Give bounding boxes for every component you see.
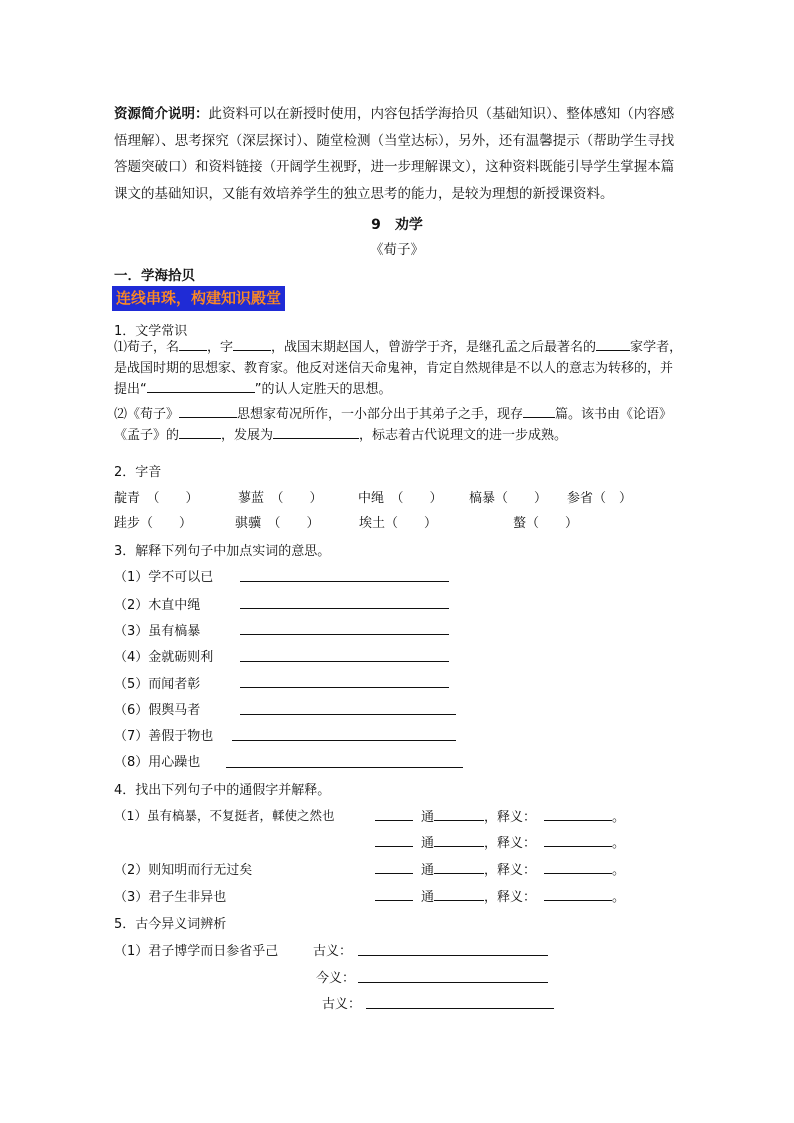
q1-p2-text-a: ⑵《荀子》 bbox=[114, 407, 180, 422]
answer-blank[interactable] bbox=[179, 338, 207, 351]
q4-answer-row bbox=[375, 832, 625, 851]
q1-p1-text-b: ，字 bbox=[207, 340, 234, 355]
tong-label: 通 bbox=[421, 863, 435, 878]
q1-p2-text-c: 篇。该书由《论语》《孟子》的 bbox=[114, 407, 673, 443]
answer-blank[interactable] bbox=[179, 405, 237, 418]
q4-answer-row bbox=[375, 806, 625, 825]
end-mark: 。 bbox=[612, 836, 626, 851]
intro-paragraph bbox=[114, 101, 682, 207]
q4-answer-row bbox=[375, 859, 625, 878]
pinyin-item: 中绳 （ ） bbox=[358, 491, 443, 506]
answer-blank[interactable] bbox=[233, 338, 271, 351]
answer-line[interactable] bbox=[226, 767, 463, 768]
shiyi-label: ，释义： bbox=[484, 810, 537, 825]
answer-blank[interactable] bbox=[147, 380, 255, 393]
answer-blank[interactable] bbox=[596, 338, 630, 351]
answer-blank[interactable] bbox=[273, 426, 359, 439]
q5-item: （1）君子博学而日参省乎己 bbox=[114, 944, 279, 959]
q1-p1-text-f: ”的认人定胜天的思想。 bbox=[254, 382, 392, 397]
q1-p1-text-e: 学者，是战国时期的思想家、教育家。他反对迷信天命鬼神，肯定自然规律是不以人的意志为转移的，并提出“ bbox=[114, 340, 683, 397]
q4-item: （2）则知明而行无过矣 bbox=[114, 863, 253, 878]
answer-blank[interactable] bbox=[434, 834, 484, 847]
answer-line[interactable] bbox=[240, 687, 449, 688]
q3-item: （4）金就砺则利 bbox=[114, 650, 214, 665]
pinyin-item: 槁暴（ ） bbox=[469, 491, 548, 506]
answer-line[interactable] bbox=[240, 634, 449, 635]
lesson-title: 9 劝学 bbox=[371, 217, 423, 233]
intro-text: 此资料可以在新授时使用，内容包括学海拾贝（基础知识）、整体感知（内容感悟理解）、思考探究（深层探讨）、随堂检测（当堂达标），另外，还有温馨提示（帮助学生寻找答题突破口）和资料链接（开阔学生视野，进一步理解课文），这种资料既能引导学生掌握本篇课文的基础知识，又能有效培养学生的独立思考的能力，是较为理想的新授课资料。 bbox=[114, 106, 675, 202]
shiyi-label: ，释义： bbox=[484, 863, 537, 878]
shiyi-label: ，释义： bbox=[484, 890, 537, 905]
tong-label: 通 bbox=[421, 890, 435, 905]
jin-yi-label: 今义： bbox=[316, 971, 356, 986]
q3-item: （1）学不可以已 bbox=[114, 570, 214, 585]
answer-line[interactable] bbox=[358, 955, 548, 956]
q3-item: （7）善假于物也 bbox=[114, 729, 214, 744]
gu-yi-label: 古义： bbox=[313, 944, 353, 959]
answer-blank[interactable] bbox=[434, 888, 484, 901]
answer-blank[interactable] bbox=[179, 426, 221, 439]
q4-item: （3）君子生非异也 bbox=[114, 890, 227, 905]
q1-p2-text-e: ，标志着古代说理文的进一步成熟。 bbox=[359, 428, 568, 443]
answer-line[interactable] bbox=[240, 581, 449, 582]
answer-line[interactable] bbox=[366, 1008, 554, 1009]
answer-line[interactable] bbox=[240, 608, 449, 609]
tong-label: 通 bbox=[421, 836, 435, 851]
answer-blank[interactable] bbox=[375, 861, 413, 874]
q1-p1-text-d: 家 bbox=[630, 340, 644, 355]
q1-paragraph-2 bbox=[114, 404, 684, 446]
pinyin-item: 蓼蓝 （ ） bbox=[238, 491, 323, 506]
section-banner: 连线串珠，构建知识殿堂 bbox=[112, 286, 285, 311]
gu-yi-label: 古义： bbox=[322, 997, 362, 1012]
shiyi-label: ，释义： bbox=[484, 836, 537, 851]
answer-line[interactable] bbox=[358, 982, 548, 983]
tong-label: 通 bbox=[421, 810, 435, 825]
q4-heading: 4．找出下列句子中的通假字并解释。 bbox=[114, 783, 331, 798]
q1-p1-text-a: ⑴荀子，名 bbox=[114, 340, 180, 355]
q1-p1-text-c: ，战国末期赵国人，曾游学于齐，是继孔孟之后最著名的 bbox=[271, 340, 597, 355]
answer-line[interactable] bbox=[240, 661, 449, 662]
q1-heading: 1．文学常识 bbox=[114, 324, 188, 339]
pinyin-item: 骐骥 （ ） bbox=[235, 516, 320, 531]
answer-blank[interactable] bbox=[544, 834, 612, 847]
answer-blank[interactable] bbox=[434, 808, 484, 821]
end-mark: 。 bbox=[612, 810, 626, 825]
q5-heading: 5．古今异义词辨析 bbox=[114, 917, 227, 932]
q3-item: （3）虽有槁暴 bbox=[114, 624, 201, 639]
answer-line[interactable] bbox=[240, 714, 456, 715]
end-mark: 。 bbox=[612, 890, 626, 905]
pinyin-item: 螯（ ） bbox=[513, 516, 579, 531]
q1-p2-text-b: 思想家荀况所作，一小部分出于其弟子之手，现存 bbox=[237, 407, 524, 422]
q3-item: （8）用心躁也 bbox=[114, 755, 201, 770]
q4-answer-row bbox=[375, 886, 625, 905]
q1-p2-text-d: ，发展为 bbox=[221, 428, 274, 443]
answer-blank[interactable] bbox=[375, 834, 413, 847]
end-mark: 。 bbox=[612, 863, 626, 878]
answer-line[interactable] bbox=[232, 740, 456, 741]
intro-label: 资源简介说明： bbox=[114, 106, 209, 122]
answer-blank[interactable] bbox=[375, 808, 413, 821]
q3-heading: 3．解释下列句子中加点实词的意思。 bbox=[114, 544, 331, 559]
answer-blank[interactable] bbox=[544, 808, 612, 821]
q3-item: （5）而闻者彰 bbox=[114, 677, 201, 692]
answer-blank[interactable] bbox=[544, 861, 612, 874]
q3-item: （6）假舆马者 bbox=[114, 703, 201, 718]
pinyin-item: 靛青 （ ） bbox=[114, 491, 199, 506]
answer-blank[interactable] bbox=[523, 405, 555, 418]
answer-blank[interactable] bbox=[375, 888, 413, 901]
q2-heading: 2．字音 bbox=[114, 465, 162, 480]
q4-item: （1）虽有槁暴，不复挺者，輮使之然也 bbox=[114, 808, 335, 823]
q1-paragraph-1 bbox=[114, 337, 684, 400]
pinyin-item: 跬步（ ） bbox=[114, 516, 193, 531]
answer-blank[interactable] bbox=[544, 888, 612, 901]
answer-blank[interactable] bbox=[434, 861, 484, 874]
lesson-author: 《荀子》 bbox=[370, 242, 424, 258]
section-heading: 一．学海拾贝 bbox=[114, 268, 195, 284]
pinyin-item: 参省（ ） bbox=[567, 491, 633, 506]
pinyin-item: 埃土（ ） bbox=[359, 516, 438, 531]
q3-item: （2）木直中绳 bbox=[114, 598, 201, 613]
